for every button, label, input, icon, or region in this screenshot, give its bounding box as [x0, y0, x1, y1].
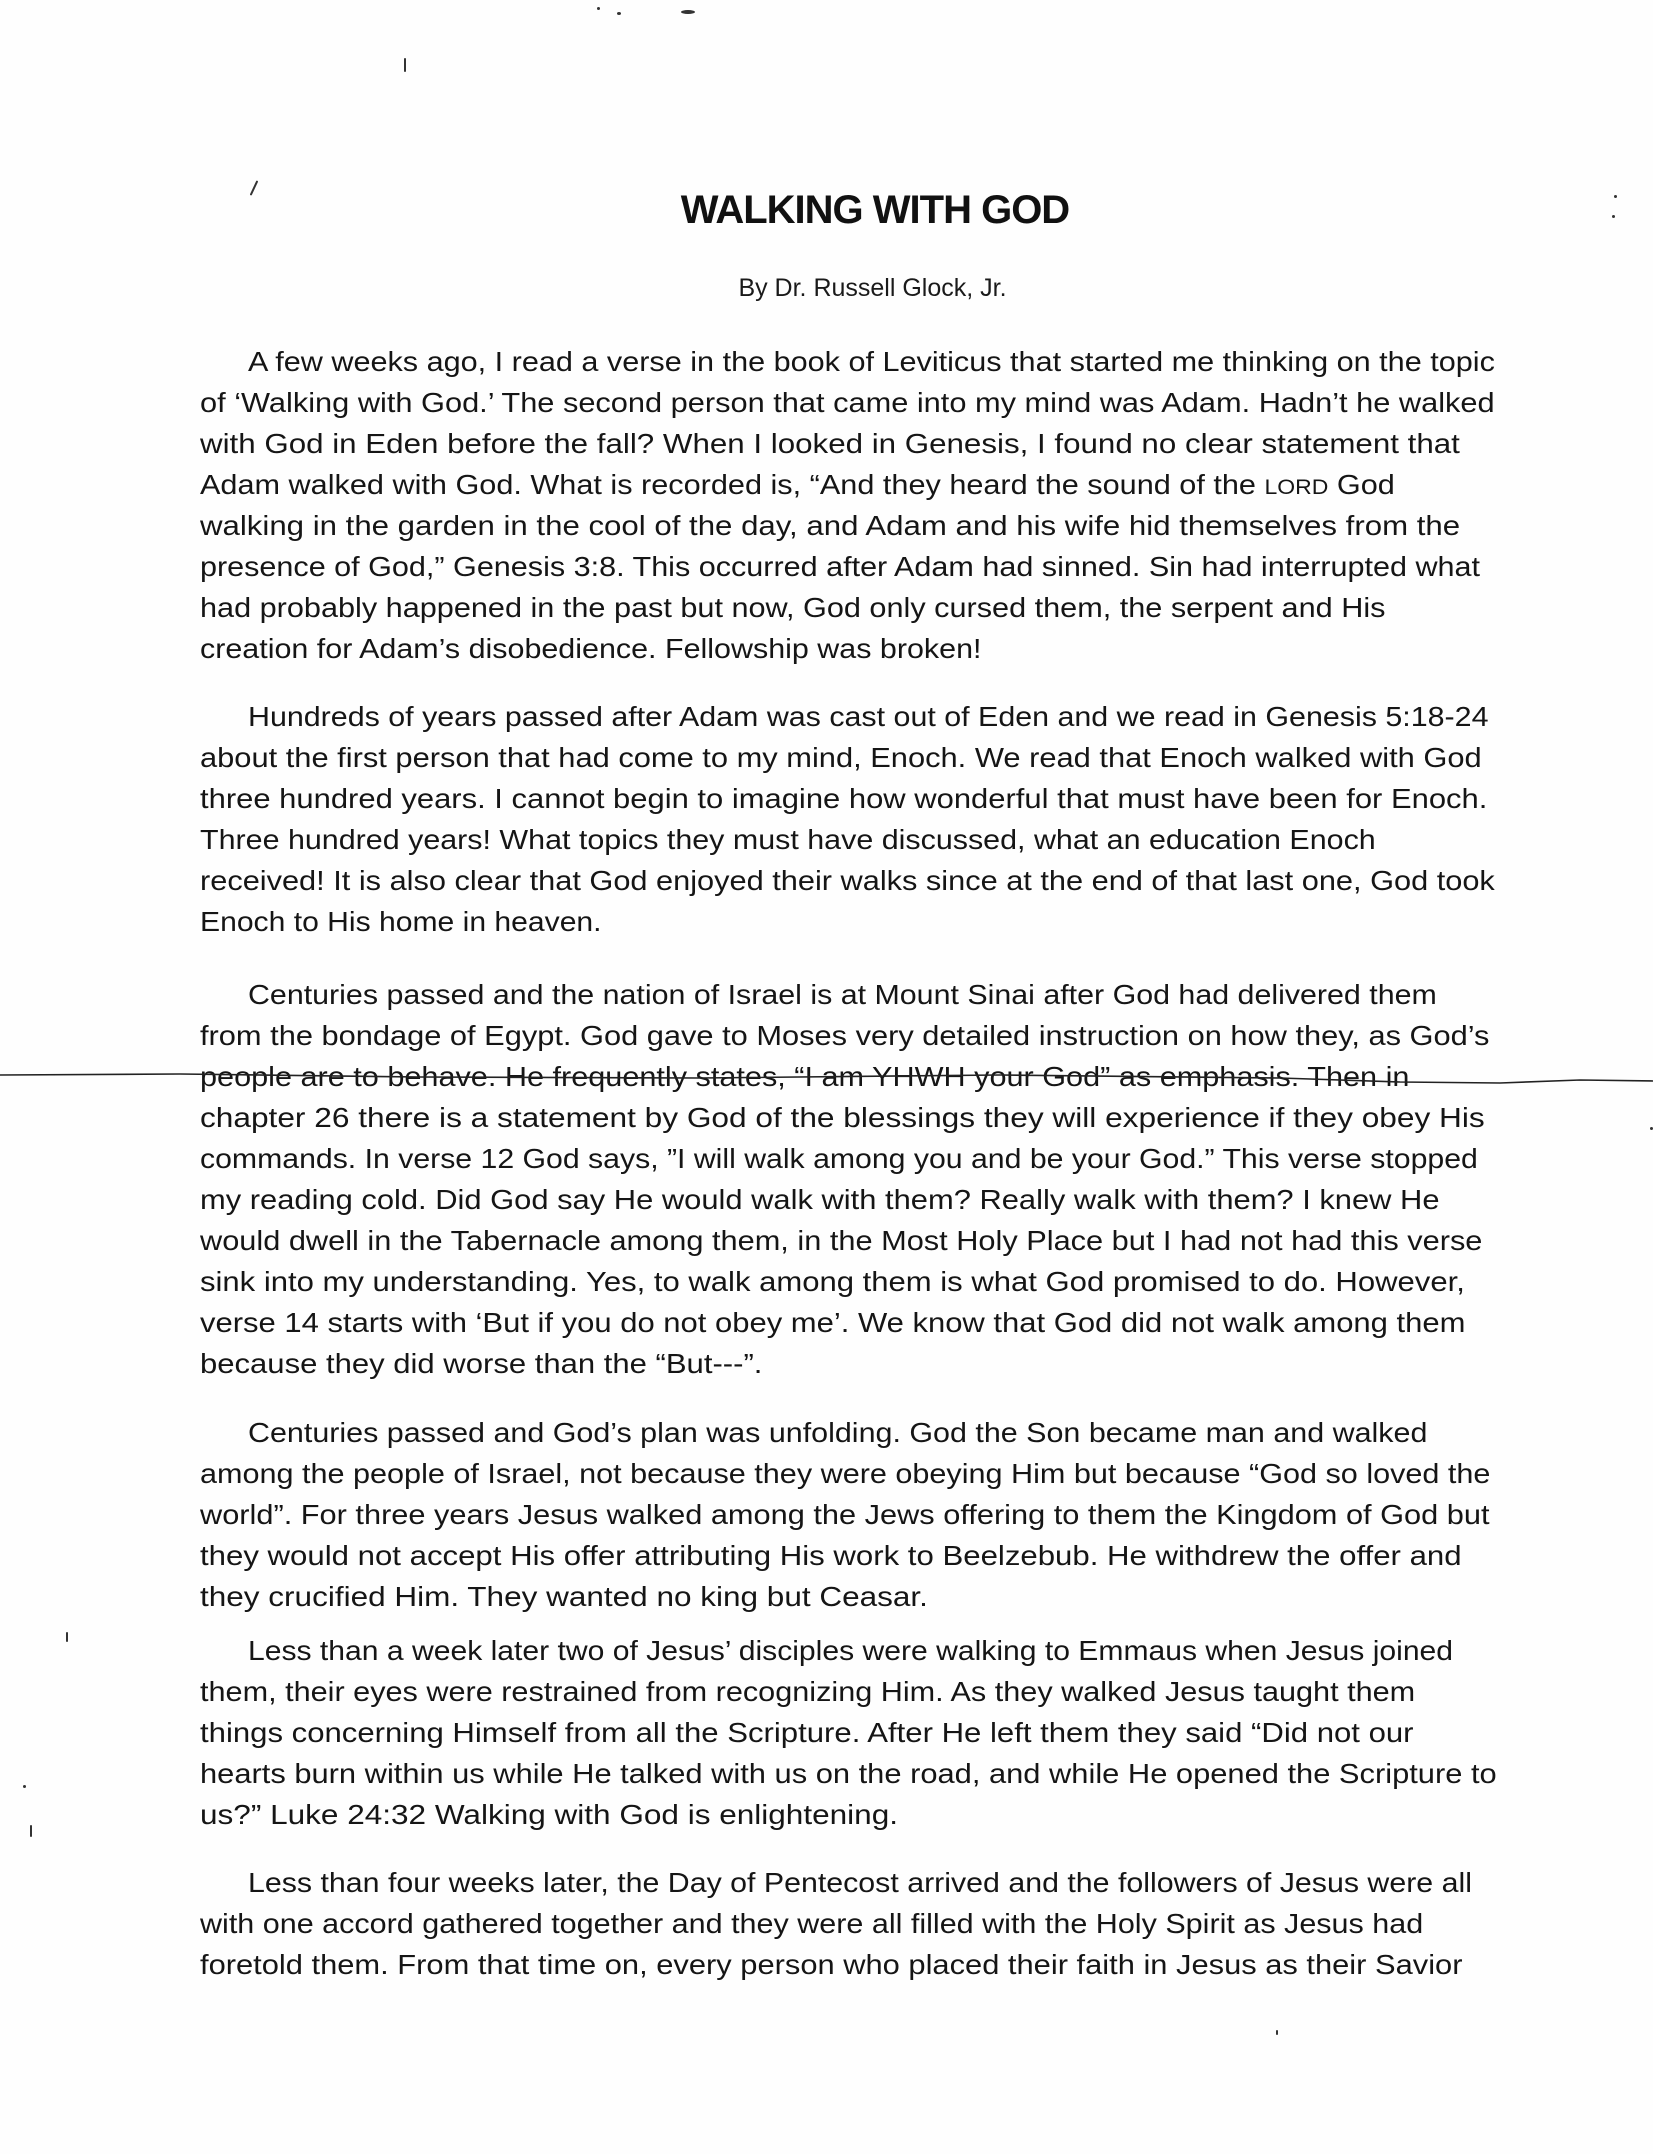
text-line: creation for Adam’s disobedience. Fellowship was broken! — [200, 633, 982, 664]
text-line: of ‘Walking with God.’ The second person that came into my mind was Adam. Hadn’t he walked — [200, 387, 1495, 418]
text-line: things concerning Himself from all the Scripture. After He left them they said “Did not our — [200, 1717, 1414, 1748]
scan-speck — [404, 58, 406, 72]
text-line: presence of God,” Genesis 3:8. This occurred after Adam had sinned. Sin had interrupted what — [200, 551, 1481, 582]
scan-speck — [681, 10, 695, 14]
text-line: Centuries passed and the nation of Israel is at Mount Sinai after God had delivered them — [248, 979, 1437, 1010]
text-run: Adam walked with God. What is recorded is, “And they heard the sound of the — [200, 469, 1265, 500]
author-byline: By Dr. Russell Glock, Jr. — [738, 274, 1007, 302]
scan-speck — [23, 1785, 26, 1788]
scan-speck — [1276, 2030, 1278, 2035]
text-line: Hundreds of years passed after Adam was cast out of Eden and we read in Genesis 5:18-24 — [248, 701, 1489, 732]
text-line: us?” Luke 24:32 Walking with God is enlightening. — [200, 1799, 898, 1830]
scan-speck — [1614, 195, 1617, 198]
text-line: about the first person that had come to my mind, Enoch. We read that Enoch walked with God — [200, 742, 1482, 773]
text-line: Centuries passed and God’s plan was unfolding. God the Son became man and walked — [248, 1417, 1428, 1448]
text-line: three hundred years. I cannot begin to imagine how wonderful that must have been for Enoch. — [200, 783, 1488, 814]
text-line: commands. In verse 12 God says, ”I will walk among you and be your God.” This verse stopped — [200, 1143, 1478, 1174]
text-line — [200, 468, 1395, 505]
text-line: they would not accept His offer attributing His work to Beelzebub. He withdrew the offer and — [200, 1540, 1462, 1571]
scan-speck — [250, 180, 259, 195]
text-run: God — [1328, 469, 1395, 500]
text-line: world”. For three years Jesus walked among the Jews offering to them the Kingdom of God but — [200, 1499, 1490, 1530]
scan-speck — [1612, 215, 1615, 218]
text-line: because they did worse than the “But---”. — [200, 1348, 763, 1379]
text-line: Less than four weeks later, the Day of Pentecost arrived and the followers of Jesus were all — [248, 1867, 1472, 1898]
scan-speck — [597, 7, 600, 10]
text-line: Less than a week later two of Jesus’ disciples were walking to Emmaus when Jesus joined — [248, 1635, 1454, 1666]
text-line: with God in Eden before the fall? When I looked in Genesis, I found no clear statement that — [200, 428, 1460, 459]
text-line: had probably happened in the past but now, God only cursed them, the serpent and His — [200, 592, 1386, 623]
text-line: would dwell in the Tabernacle among them, in the Most Holy Place but I had not had this verse — [200, 1225, 1483, 1256]
text-line: they crucified Him. They wanted no king but Ceasar. — [200, 1581, 928, 1612]
text-line: from the bondage of Egypt. God gave to Moses very detailed instruction on how they, as God’s — [200, 1020, 1490, 1051]
scan-speck — [617, 12, 621, 15]
text-line: Enoch to His home in heaven. — [200, 906, 602, 937]
text-line: sink into my understanding. Yes, to walk among them is what God promised to do. However, — [200, 1266, 1465, 1297]
text-line: foretold them. From that time on, every person who placed their faith in Jesus as their Savior — [200, 1949, 1463, 1980]
text-line: verse 14 starts with ‘But if you do not obey me’. We know that God did not walk among them — [200, 1307, 1466, 1338]
text-line: A few weeks ago, I read a verse in the book of Leviticus that started me thinking on the topic — [248, 346, 1495, 377]
text-line: hearts burn within us while He talked with us on the road, and while He opened the Scripture to — [200, 1758, 1497, 1789]
text-line: received! It is also clear that God enjoyed their walks since at the end of that last one, God took — [200, 865, 1495, 896]
text-line: chapter 26 there is a statement by God of the blessings they will experience if they obey His — [200, 1102, 1485, 1133]
document-title: WALKING WITH GOD — [680, 188, 1070, 232]
text-line: with one accord gathered together and they were all filled with the Holy Spirit as Jesus had — [200, 1908, 1424, 1939]
text-line: people are to behave. He frequently states, “I am YHWH your God” as emphasis. Then in — [200, 1061, 1410, 1092]
text-line: among the people of Israel, not because they were obeying Him but because “God so loved the — [200, 1458, 1491, 1489]
scan-speck — [30, 1825, 32, 1837]
text-line: walking in the garden in the cool of the day, and Adam and his wife hid themselves from the — [200, 510, 1461, 541]
text-line: my reading cold. Did God say He would walk with them? Really walk with them? I knew He — [200, 1184, 1440, 1215]
text-line: them, their eyes were restrained from recognizing Him. As they walked Jesus taught them — [200, 1676, 1416, 1707]
small-caps-lord: LORD — [1264, 476, 1329, 499]
text-line: Three hundred years! What topics they must have discussed, what an education Enoch — [200, 824, 1376, 855]
scan-speck — [66, 1632, 68, 1642]
